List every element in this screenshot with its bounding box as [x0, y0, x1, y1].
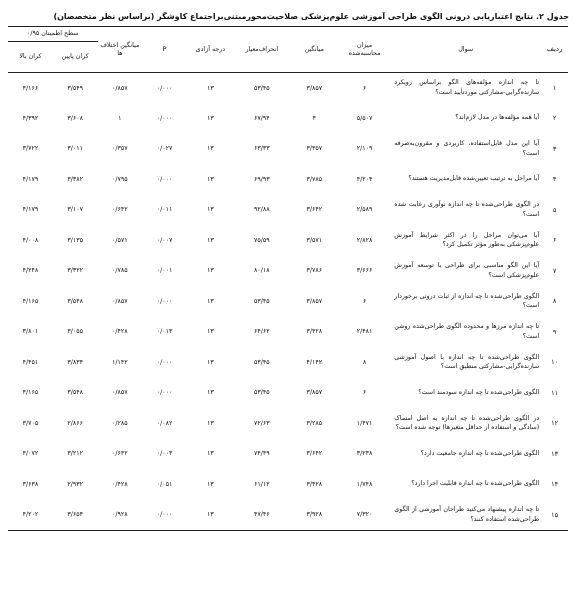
cell-df: ۱۳ — [206, 145, 214, 153]
cell-sd: ۷۵/۵۹ — [253, 236, 270, 244]
cell-df: ۱۳ — [206, 389, 214, 397]
cell-question: آیا مراحل به ترتیب تعیین‌شده قابل‌مدیریت هستند؟ — [408, 175, 540, 183]
cell-mean: ۳/۲۸۵ — [306, 419, 323, 427]
header-lower-bound: کران پایین — [61, 53, 89, 61]
cell-question: آیا می‌توان مراحل را در اکثر شرایط آموزش علوم‌پزشکی به‌طور مؤثر تکمیل کرد؟ — [394, 231, 540, 249]
cell-mean: ۳/۸۵۷ — [306, 297, 323, 305]
cell-row-number: ۳ — [552, 144, 557, 153]
header-row-number: ردیف — [546, 45, 563, 54]
cell-row-number: ۹ — [552, 327, 557, 336]
cell-mean-diff: ۰/۹۲۸ — [112, 511, 128, 518]
cell-lower-bound: ۲/۸۶۶ — [67, 419, 83, 427]
cell-question: آیا این الگو مناسبی برای طراحی با توسعه آموزش علوم‌پزشکی است؟ — [394, 262, 540, 279]
cell-mean-diff: ۰/۷۸۵ — [112, 267, 128, 275]
cell-mean-diff: ۰/۸۵۷ — [112, 389, 128, 397]
cell-mean: ۳/۷۸۵ — [306, 175, 323, 183]
cell-df: ۱۳ — [206, 114, 214, 122]
cell-sd: ۶۴/۶۲ — [253, 328, 270, 336]
cell-upper-bound: ۴/۱۶۶ — [22, 84, 39, 92]
cell-row-number: ۶ — [552, 236, 557, 245]
cell-sd: ۶۹/۹۳ — [253, 175, 270, 183]
cell-mean: ۳/۷۸۶ — [306, 267, 323, 275]
cell-mean: ۳/۹۲۸ — [306, 511, 323, 518]
cell-row-number: ۱۱ — [551, 388, 559, 397]
cell-mean-diff: ۰/۷۹۵ — [112, 175, 128, 183]
table-row — [8, 286, 568, 317]
header-confidence-level: سطح اطمینان ۰/۹۵ — [8, 27, 98, 42]
cell-mean: ۳/۴۲۸ — [306, 480, 323, 488]
cell-question: در الگوی طراحی‌شده تا چه اندازه به اصل امساک (سادگی و استفاده از حداقل متغیرها) توجه شده است؟ — [394, 414, 540, 432]
cell-lower-bound: ۳/۱۰۷ — [67, 206, 83, 214]
cell-test-value: ۲/۸۲۸ — [356, 236, 373, 244]
table-row — [8, 73, 568, 104]
cell-mean-diff: ۰/۲۸۵ — [112, 419, 128, 427]
cell-df: ۱۳ — [206, 206, 214, 214]
cell-p-value: ۰/۰۰۰ — [156, 114, 173, 122]
table-row — [8, 500, 568, 531]
cell-sd: ۹۲/۸۸ — [253, 206, 270, 214]
cell-df: ۱۳ — [206, 297, 214, 305]
cell-upper-bound: ۳/۸۰۱ — [22, 328, 39, 336]
cell-lower-bound: ۳/۲۱۲ — [67, 450, 83, 458]
cell-mean-diff: ۰/۳۵۷ — [112, 145, 128, 153]
cell-lower-bound: ۳/۶۰۸ — [67, 114, 83, 122]
table-row — [8, 195, 568, 226]
cell-row-number: ۱ — [552, 84, 557, 92]
cell-row-number: ۱۴ — [551, 480, 559, 489]
cell-upper-bound: ۴/۱۶۵ — [22, 389, 39, 397]
header-question: سوال — [458, 45, 474, 53]
cell-test-value: ۶ — [362, 84, 367, 92]
cell-question: آیا همه مؤلفه‌ها در مدل لازم‌اند؟ — [455, 114, 540, 122]
cell-question: در الگوی طراحی‌شده تا چه اندازه نوآوری رعایت شده است؟ — [394, 201, 540, 218]
cell-upper-bound: ۴/۱۶۵ — [22, 297, 39, 305]
cell-df: ۱۳ — [206, 267, 214, 275]
header-mean: میانگین — [304, 45, 324, 53]
cell-upper-bound: ۴/۰۷۲ — [22, 450, 39, 458]
cell-mean-diff: ۰/۸۵۷ — [112, 84, 128, 92]
cell-question: الگوی طراحی‌شده تا چه اندازه با اصول آموزشی سازنده‌گرایی-مشارکتی منطبق است؟ — [394, 353, 540, 371]
cell-lower-bound: ۳/۶۵۴ — [67, 511, 83, 518]
table-body — [8, 73, 568, 531]
cell-row-number: ۷ — [552, 266, 557, 275]
cell-test-value: ۱/۴۷۱ — [356, 419, 373, 427]
cell-mean: ۳/۶۴۲ — [306, 206, 323, 214]
table-row — [8, 225, 568, 256]
cell-lower-bound: ۳/۸۳۴ — [67, 358, 83, 366]
cell-sd: ۵۳/۴۵ — [253, 389, 270, 397]
cell-upper-bound: ۴/۴۵۱ — [22, 358, 39, 366]
cell-sd: ۸۰/۱۸ — [253, 267, 270, 275]
cell-lower-bound: ۳/۵۴۸ — [67, 389, 83, 397]
cell-row-number: ۸ — [552, 297, 557, 306]
table-row — [8, 164, 568, 195]
cell-row-number: ۱۰ — [551, 358, 559, 367]
cell-p-value: ۰/۰۸۲ — [156, 419, 173, 427]
cell-df: ۱۳ — [206, 84, 214, 92]
cell-question: آیا این مدل قابل‌استفاده، کاربردی و مقرون‌به‌صرفه است؟ — [394, 140, 540, 157]
table-row — [8, 439, 568, 470]
header-p: P — [162, 45, 167, 53]
cell-mean-diff: ۰/۴۲۸ — [112, 328, 128, 336]
cell-upper-bound: ۴/۰۰۸ — [22, 236, 39, 244]
cell-upper-bound: ۴/۲۴۸ — [22, 267, 39, 275]
cell-p-value: ۰/۰۰۰ — [156, 175, 173, 183]
cell-row-number: ۱۵ — [551, 510, 559, 519]
cell-p-value: ۰/۰۲۷ — [156, 145, 173, 153]
cell-p-value: ۰/۰۰۰ — [156, 84, 173, 92]
table-row — [8, 469, 568, 500]
table-row — [8, 408, 568, 439]
cell-p-value: ۰/۰۱۱ — [156, 206, 173, 214]
cell-p-value: ۰/۰۰۰ — [156, 389, 173, 397]
cell-p-value: ۰/۰۰۰ — [156, 297, 173, 305]
header-test-value: میزان محاسبه‌شده — [348, 41, 381, 57]
cell-p-value: ۰/۰۰۰ — [156, 511, 173, 518]
cell-mean: ۳/۵۷۱ — [306, 236, 323, 244]
validation-table — [8, 26, 568, 531]
cell-df: ۱۳ — [206, 236, 214, 244]
cell-p-value: ۰/۰۰۷ — [156, 236, 173, 244]
table-header — [8, 27, 568, 73]
table-row — [8, 256, 568, 287]
cell-sd: ۷۴/۴۹ — [253, 450, 270, 458]
cell-mean: ۳/۸۵۷ — [306, 389, 323, 397]
table-caption: جدول ۲. نتایج اعتباریابی درونی الگوی طراحی آموزشی علوم‌پزشکی صلاحیت‌محورمبتنی‌براجتماع کاوشگر (براساس نظر متخصصان) — [53, 12, 569, 21]
cell-df: ۱۳ — [206, 175, 214, 183]
cell-row-number: ۴ — [552, 175, 557, 184]
cell-test-value: ۴/۲۰۴ — [356, 175, 373, 183]
cell-mean: ۳/۴۲۸ — [306, 328, 323, 336]
cell-mean-diff: ۱/۱۴۲ — [112, 358, 128, 366]
cell-lower-bound: ۲/۹۳۲ — [67, 480, 83, 488]
cell-mean: ۴ — [312, 114, 316, 122]
cell-sd: ۵۳/۴۵ — [253, 297, 270, 305]
cell-row-number: ۱۳ — [551, 449, 559, 458]
table-row — [8, 347, 568, 378]
header-df: درجه آزادی — [195, 45, 226, 53]
cell-question: تا چه اندازه مرزها و محدوده الگوی طراحی‌شده روشن است؟ — [394, 323, 540, 340]
cell-row-number: ۱۲ — [551, 419, 559, 428]
cell-question: تا چه اندازه پیشنهاد می‌کنید طراحان آموزشی از الگوی طراحی‌شده استفاده کنند؟ — [394, 505, 540, 523]
cell-question: الگوی طراحی‌شده تا چه اندازه از ثبات درونی برخوردار است؟ — [394, 292, 540, 310]
cell-mean: ۳/۸۵۷ — [306, 84, 323, 92]
cell-test-value: ۵/۵۰۷ — [356, 114, 373, 122]
cell-mean-diff: ۰/۶۴۲ — [112, 206, 128, 214]
cell-test-value: ۶ — [362, 389, 367, 397]
cell-p-value: ۰/۰۵۱ — [156, 480, 173, 488]
cell-question: تا چه اندازه مؤلفه‌های الگو براساس رویکرد سازنده‌گرایی-مشارکتی مورد‌تأیید است؟ — [394, 79, 540, 96]
cell-p-value: ۰/۰۰۳ — [156, 450, 173, 458]
cell-upper-bound: ۴/۲۰۲ — [22, 511, 39, 518]
cell-lower-bound: ۳/۳۲۲ — [67, 267, 83, 275]
cell-mean-diff: ۰/۸۵۷ — [112, 297, 128, 305]
cell-mean: ۳/۶۴۲ — [306, 450, 323, 458]
cell-test-value: ۱/۷۴۸ — [356, 480, 373, 488]
cell-row-number: ۵ — [552, 205, 557, 214]
cell-sd: ۶۳/۳۳ — [253, 145, 270, 153]
cell-question: الگوی طراحی‌شده تا چه اندازه جامعیت دارد؟ — [420, 449, 540, 457]
cell-df: ۱۳ — [206, 450, 214, 458]
cell-question: الگوی طراحی‌شده تا چه اندازه قابلیت اجرا دارد؟ — [411, 480, 540, 488]
cell-test-value: ۲/۴۸۱ — [356, 328, 373, 336]
cell-test-value: ۳/۶۶۶ — [356, 267, 373, 275]
cell-upper-bound: ۳/۶۳۸ — [22, 480, 39, 488]
cell-mean-diff: ۰/۵۷۱ — [112, 236, 128, 244]
cell-test-value: ۸ — [362, 358, 367, 366]
cell-upper-bound: ۴/۳۹۲ — [22, 114, 39, 122]
cell-mean-diff: ۰/۶۴۲ — [112, 450, 128, 458]
cell-test-value: ۲/۵۸۹ — [356, 206, 373, 214]
cell-df: ۱۳ — [206, 511, 214, 518]
cell-upper-bound: ۳/۷۲۲ — [22, 145, 39, 153]
cell-test-value: ۶ — [362, 297, 367, 305]
cell-mean: ۳/۳۵۷ — [306, 145, 323, 153]
table-row — [8, 317, 568, 348]
cell-sd: ۶۱/۱۲ — [253, 480, 270, 488]
cell-lower-bound: ۳/۵۴۸ — [67, 297, 83, 305]
cell-test-value: ۲/۱۰۹ — [356, 145, 373, 153]
cell-mean-diff: ۱ — [118, 114, 122, 122]
cell-test-value: ۳/۲۳۸ — [356, 450, 373, 458]
cell-sd: ۷۲/۶۳ — [253, 419, 270, 427]
cell-df: ۱۳ — [206, 358, 214, 366]
table-row — [8, 378, 568, 409]
cell-upper-bound: ۴/۱۷۹ — [22, 206, 39, 214]
cell-question: الگوی طراحی‌شده تا چه اندازه سودمند است؟ — [418, 388, 540, 396]
cell-mean-diff: ۰/۴۲۸ — [112, 480, 128, 488]
cell-test-value: ۷/۳۲۰ — [356, 511, 373, 518]
cell-row-number: ۲ — [552, 114, 557, 123]
cell-sd: ۵۳/۴۵ — [253, 84, 270, 92]
cell-p-value: ۰/۰۱۳ — [156, 328, 173, 336]
header-upper-bound: کران بالا — [19, 53, 42, 61]
table-row — [8, 134, 568, 165]
cell-df: ۱۳ — [206, 480, 214, 488]
cell-df: ۱۳ — [206, 419, 214, 427]
cell-sd: ۴۷/۴۶ — [253, 511, 270, 518]
cell-df: ۱۳ — [206, 328, 214, 336]
cell-sd: ۵۳/۴۵ — [253, 358, 270, 366]
table-row — [8, 103, 568, 134]
header-sd: انحراف‌معیار — [245, 45, 279, 53]
cell-mean: ۴/۱۴۲ — [306, 358, 323, 366]
cell-p-value: ۰/۰۰۰ — [156, 358, 173, 366]
cell-p-value: ۰/۰۰۱ — [156, 267, 173, 275]
cell-sd: ۶۷/۹۴ — [253, 114, 270, 122]
cell-upper-bound: ۳/۷۰۵ — [22, 419, 39, 427]
cell-upper-bound: ۴/۱۷۹ — [22, 175, 39, 183]
cell-lower-bound: ۳/۰۵۵ — [67, 328, 83, 336]
cell-lower-bound: ۳/۳۸۲ — [67, 175, 83, 183]
header-mean-diff: میانگین اختلاف ها — [100, 41, 140, 57]
cell-lower-bound: ۳/۰۱۱ — [67, 145, 83, 153]
cell-lower-bound: ۳/۵۴۹ — [67, 84, 83, 92]
cell-lower-bound: ۳/۱۳۵ — [67, 236, 83, 244]
